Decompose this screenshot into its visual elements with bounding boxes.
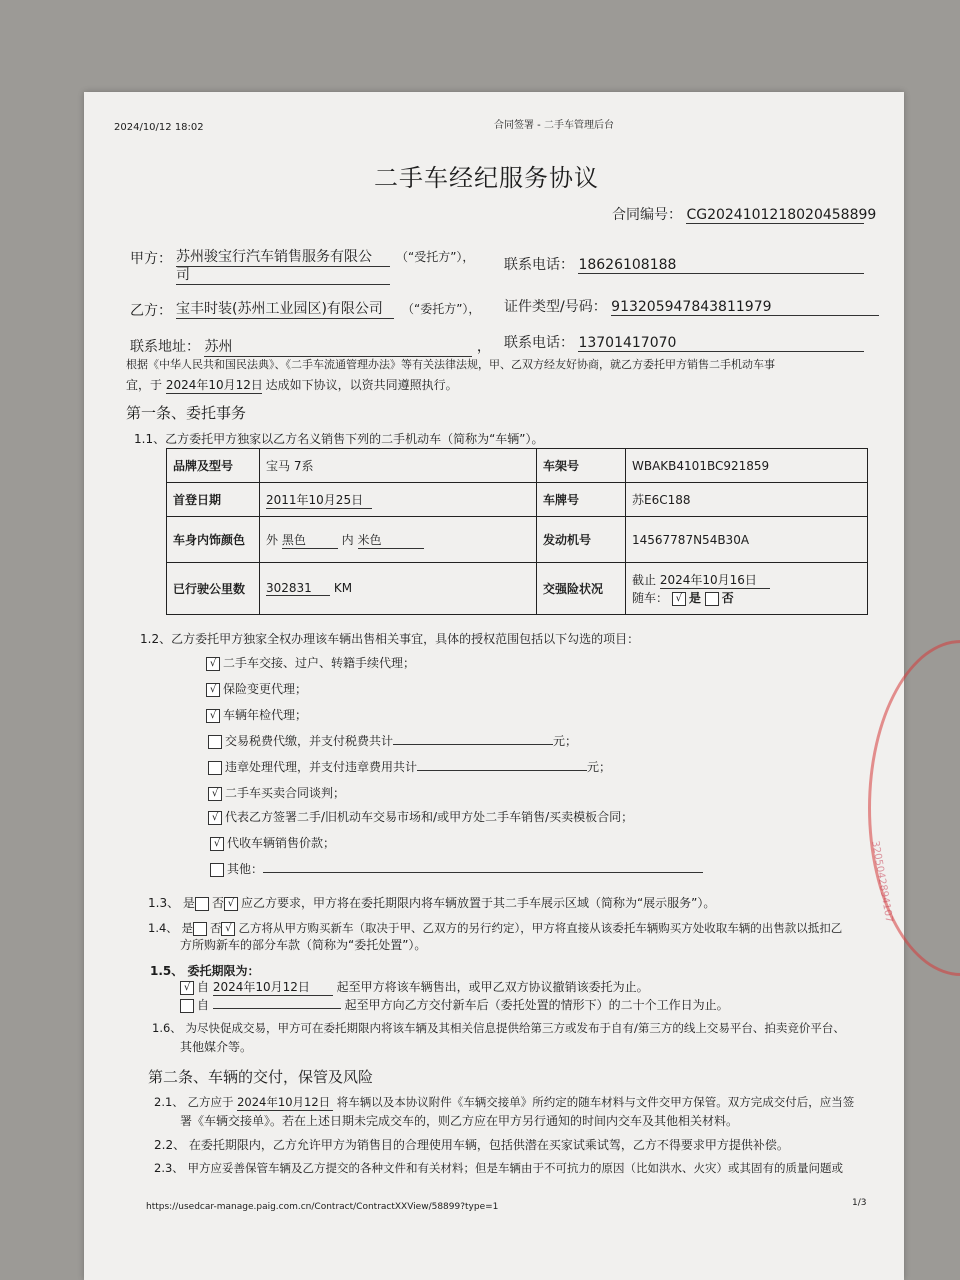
clause-2-1: 2.1、 乙方应于 2024年10月12日 将车辆以及本协议附件《车辆交接单》所约定的随车材料与文件交甲方保管。双方完成交付后，应当签 [154, 1095, 855, 1109]
checkbox-icon[interactable]: √ [206, 683, 220, 697]
auth-item: √ 保险变更代理； [206, 680, 307, 697]
auth-item: 违章处理代理，并支付违章费用共计 元； [208, 758, 611, 775]
clause-1-6-cont: 其他媒介等。 [180, 1040, 253, 1054]
checkbox-icon[interactable]: √ [210, 837, 224, 851]
section2-title: 第二条、车辆的交付，保管及风险 [148, 1068, 374, 1086]
engine-value: 14567787N54B30A [626, 517, 868, 563]
checkbox-icon[interactable] [208, 735, 222, 749]
party-b-address: 联系地址： 苏州 ， [130, 336, 491, 357]
auth-item: √ 二手车交接、过户、转籍手续代理； [206, 654, 415, 671]
clause-1-6: 1.6、 为尽快促成交易，甲方可在委托期限内将该车辆及其相关信息提供给第三方或发布于自有/第三方的线上交易平台、拍卖竞价平台、 [152, 1021, 845, 1035]
term-option-2: 自 起至甲方向乙方交付新车后（委托处置的情形下）的二十个工作日为止。 [180, 996, 729, 1013]
section1-title: 第一条、委托事务 [126, 404, 247, 422]
contract-number-label: 合同编号： [612, 207, 682, 223]
exterior-color: 黑色 [282, 531, 338, 549]
contract-page [84, 92, 904, 1280]
color-label: 车身内饰颜色 [167, 517, 260, 563]
checkbox-icon[interactable] [193, 922, 207, 936]
vehicle-table [166, 448, 868, 615]
mileage-value: 302831 [266, 581, 330, 596]
violation-amount-field [417, 758, 587, 771]
print-datetime: 2024/10/12 18:02 [114, 122, 204, 133]
color-cell: 外 黑色 内 米色 [260, 517, 537, 563]
page-number: 1/3 [852, 1198, 867, 1208]
preamble-line2: 宜，于 2024年10月12日 达成如下协议，以资共同遵照执行。 [126, 378, 458, 392]
first-reg-value: 2011年10月25日 [266, 491, 372, 509]
document-title: 二手车经纪服务协议 [374, 164, 599, 192]
party-a-label: 甲方： [130, 251, 172, 267]
checkbox-icon[interactable]: √ [206, 709, 220, 723]
checkbox-icon[interactable]: √ [221, 922, 235, 936]
checkbox-icon[interactable]: √ [224, 897, 238, 911]
party-b-label: 乙方： [130, 303, 172, 319]
clause-2-1-cont: 署《车辆交接单》。若在上述日期未完成交车的，则乙方应在甲方另行通知的时间内交车及其他相关材料。 [180, 1114, 739, 1128]
clause-1-1: 1.1、乙方委托甲方独家以乙方名义销售下列的二手机动车（简称为“车辆”）。 [134, 432, 544, 446]
clause-1-4-cont: 方所购新车的部分车款（简称为“委托处置”）。 [180, 938, 427, 952]
party-b-id: 证件类型/号码： 913205947843811979 [504, 296, 879, 316]
insurance-until: 2024年10月16日 [660, 571, 770, 589]
insurance-label: 交强险状况 [537, 563, 626, 615]
brand-value: 宝马 7系 [260, 449, 537, 483]
checkbox-icon[interactable]: √ [208, 811, 222, 825]
contract-number [612, 204, 877, 224]
mileage-label: 已行驶公里数 [167, 563, 260, 615]
party-b-phone: 联系电话： 13701417070 [504, 332, 864, 352]
checkbox-icon[interactable] [705, 592, 719, 606]
clause-1-3: 1.3、 是 否 √ 应乙方要求，甲方将在委托期限内将车辆放置于其二手车展示区域（简称为“展示服务”）。 [148, 896, 716, 910]
checkbox-icon[interactable]: √ [206, 657, 220, 671]
party-a-role: （“受托方”）， [396, 250, 475, 264]
insurance-cell: 截止 2024年10月16日 随车： √ 是 否 [626, 563, 868, 615]
preamble-line1: 根据《中华人民共和国民法典》、《二手车流通管理办法》等有关法律法规，甲、乙双方经友好协商，就乙方委托甲方销售二手机动车事 [126, 358, 775, 371]
checkbox-icon[interactable] [195, 897, 209, 911]
mileage-cell [260, 563, 537, 615]
vin-label: 车架号 [537, 449, 626, 483]
vin-value: WBAKB4101BC921859 [626, 449, 868, 483]
tax-amount-field [393, 732, 553, 745]
plate-label: 车牌号 [537, 483, 626, 517]
clause-1-5: 1.5、 委托期限为： [150, 964, 260, 978]
mileage-unit: KM [333, 581, 353, 595]
checkbox-icon[interactable] [210, 863, 224, 877]
clause-2-2: 2.2、 在委托期限内，乙方允许甲方为销售目的合理使用车辆，包括供潜在买家试乘试驾，乙方不得要求甲方提供补偿。 [154, 1138, 789, 1152]
checkbox-icon[interactable] [208, 761, 222, 775]
party-a-name: 苏州骏宝行汽车销售服务有限公 司 [176, 246, 390, 285]
other-field [263, 860, 703, 873]
auth-item: 交易税费代缴，并支付税费共计 元； [208, 732, 577, 749]
brand-label: 品牌及型号 [167, 449, 260, 483]
party-b-name: 宝丰时装(苏州工业园区)有限公司 [176, 298, 394, 319]
interior-color: 米色 [358, 531, 424, 549]
party-a-phone: 联系电话： 18626108188 [504, 254, 864, 274]
checkbox-icon[interactable]: √ [208, 787, 222, 801]
first-reg-label: 首登日期 [167, 483, 260, 517]
auth-item: √ 车辆年检代理； [206, 706, 307, 723]
clause-2-3: 2.3、 甲方应妥善保管车辆及乙方提交的各种文件和有关材料；但是车辆由于不可抗力的原因（比如洪水、火灾）或其固有的质量问题或 [154, 1161, 843, 1175]
first-reg-cell [260, 483, 537, 517]
auth-item: 其他： [210, 860, 703, 877]
print-source: 合同签署 - 二手车管理后台 [494, 120, 614, 131]
term-option-1: √ 自 2024年10月12日 起至甲方将该车辆售出，或甲乙双方协议撤销该委托为止。 [180, 978, 649, 996]
plate-value: 苏E6C188 [626, 483, 868, 517]
party-b-role: （“委托方”）， [402, 302, 481, 316]
auth-item: √ 代表乙方签署二手/旧机动车交易市场和/或甲方处二手车销售/买卖模板合同； [208, 808, 633, 825]
auth-item: √ 代收车辆销售价款； [210, 834, 335, 851]
engine-label: 发动机号 [537, 517, 626, 563]
checkbox-icon[interactable]: √ [672, 592, 686, 606]
footer-url[interactable]: https://usedcar-manage.paig.com.cn/Contract/ContractXXView/58899?type=1 [146, 1202, 499, 1212]
auth-item: √ 二手车买卖合同谈判； [208, 784, 345, 801]
checkbox-icon[interactable]: √ [180, 981, 194, 995]
seal-number: 3205042894107 [869, 840, 895, 924]
clause-1-2: 1.2、乙方委托甲方独家全权办理该车辆出售相关事宜，具体的授权范围包括以下勾选的项目： [140, 632, 640, 646]
checkbox-icon[interactable] [180, 999, 194, 1013]
clause-1-4: 1.4、 是 否 √ 乙方将从甲方购买新车（取决于甲、乙双方的另行约定），甲方将直接从该委托车辆购买方处收取车辆的出售款以抵扣乙 [148, 921, 843, 935]
contract-number-value: CG2024101218020458899 [686, 207, 877, 223]
